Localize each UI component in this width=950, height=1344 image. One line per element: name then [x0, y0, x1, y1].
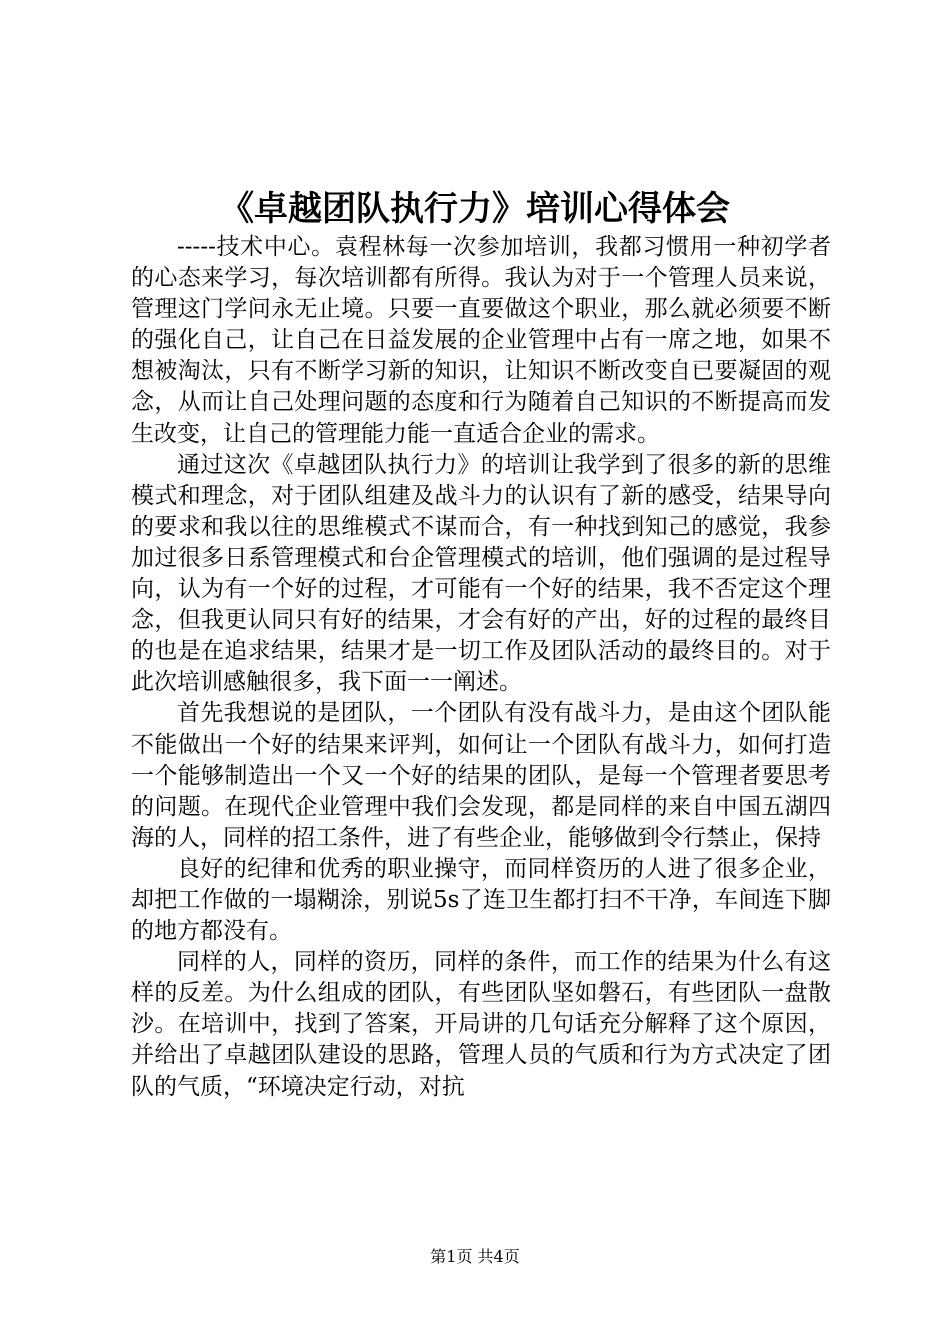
paragraph-5: 同样的人，同样的资历，同样的条件，而工作的结果为什么有这样的反差。为什么组成的团队，有些团队坚如磐石，有些团队一盘散沙。在培训中，找到了答案，开局讲的几句话充分解释了这个原因，并给出了卓越团队建设的思路，管理人员的气质和行为方式决定了团队的气质，“环境决定行动，对抗	[131, 949, 831, 1100]
paragraph-1: -----技术中心。袁程林每一次参加培训，我都习惯用一种初学者的心态来学习，每次培训都有所得。我认为对于一个管理人员来说，管理这门学问永无止境。只要一直要做这个职业，那么就必须要不断的强化自己，让自己在日益发展的企业管理中占有一席之地，如果不想被淘汰，只有不断学习新的知识，让知识不断改变自已要凝固的观念，从而让自己处理问题的态度和行为随着自己知识的不断提高而发生改变，让自己的管理能力能一直适合企业的需求。	[131, 234, 831, 447]
document-title: 《卓越团队执行力》培训心得体会	[220, 189, 730, 229]
paragraph-2: 通过这次《卓越团队执行力》的培训让我学到了很多的新的思维模式和理念，对于团队组建及战斗力的认识有了新的感受，结果导向的要求和我以往的思维模式不谋而合，有一种找到知己的感觉，我参加过很多日系管理模式和台企管理模式的培训，他们强调的是过程导向，认为有一个好的过程，才可能有一个好的结果，我不否定这个理念，但我更认同只有好的结果，才会有好的产出，好的过程的最终目的也是在追求结果，结果才是一切工作及团队活动的最终目的。对于此次培训感触很多，我下面一一阐述。	[131, 451, 831, 696]
document-body	[131, 232, 831, 1103]
paragraph-3: 首先我想说的是团队，一个团队有没有战斗力，是由这个团队能不能做出一个好的结果来评判，如何让一个团队有战斗力，如何打造一个能够制造出一个又一个好的结果的团队，是每一个管理者要思考的问题。在现代企业管理中我们会发现，都是同样的来自中国五湖四海的人，同样的招工条件，进了有些企业，能够做到令行禁止，保持	[131, 700, 831, 851]
paragraph-4: 良好的纪律和优秀的职业操守，而同样资历的人进了很多企业，却把工作做的一塌糊涂，别说5s了连卫生都打扫不干净，车间连下脚的地方都没有。	[131, 855, 831, 945]
page-footer: 第1页 共4页	[430, 1247, 520, 1266]
